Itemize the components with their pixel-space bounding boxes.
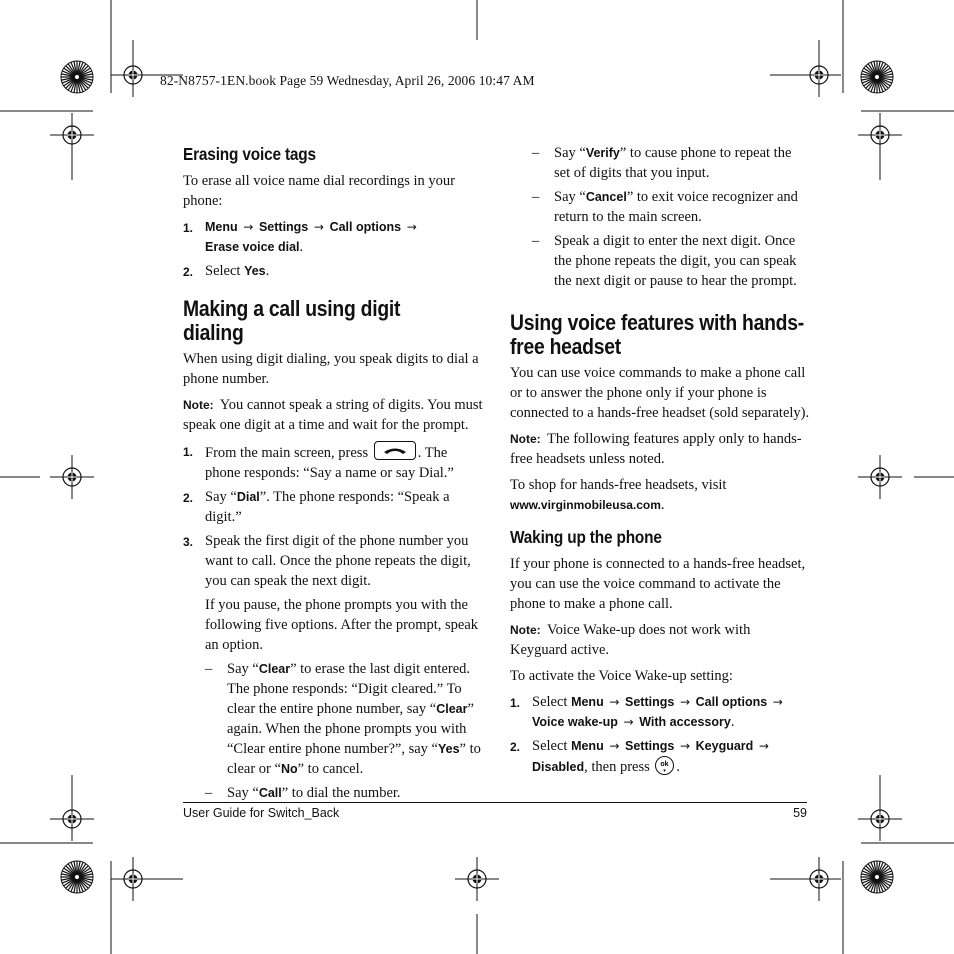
option-text: Say “ — [554, 145, 586, 161]
erasing-intro: To erase all voice name dial recordings in your phone: — [183, 173, 455, 209]
call-options-label: Call options — [695, 695, 768, 709]
note-text: You cannot speak a string of digits. You must speak one digit at a time and wait for the prompt. — [183, 397, 483, 433]
option-cancel — [532, 187, 810, 227]
voice-options — [205, 659, 483, 803]
hands-free-intro: You can use voice commands to make a phone call or to answer the phone only if your phone is connected to a hands-free headset (sold separately). — [510, 365, 810, 421]
activate-text: To activate the Voice Wake-up setting: — [510, 668, 733, 684]
dial-command: Dial — [236, 490, 260, 504]
erasing-steps — [183, 217, 483, 281]
arrow-icon: → — [243, 220, 254, 234]
step-number: 2. — [183, 491, 194, 505]
yes-command: Yes — [437, 742, 460, 756]
yes-label: Yes — [244, 264, 266, 278]
erasing-step-2 — [183, 261, 483, 281]
arrow-icon: → — [758, 739, 769, 753]
punctuation: . — [660, 497, 665, 513]
no-command: No — [280, 762, 298, 776]
footer-rule — [183, 802, 807, 803]
voice-options-continued — [532, 143, 810, 291]
shop-text — [510, 475, 810, 515]
website-link[interactable]: www.virginmobileusa.com — [510, 498, 661, 512]
footer-title: User Guide for Switch_Back — [183, 806, 340, 820]
option-clear — [205, 659, 483, 779]
option-call — [205, 783, 483, 803]
option-text: Say “ — [227, 661, 259, 677]
option-text: ” to erase the last digit entered. The phone responds: “Digit cleared.” To clear the entire phone number, say “ — [227, 661, 471, 717]
step-number: 1. — [183, 445, 194, 459]
step-number: 2. — [183, 265, 194, 279]
note-label: Note: — [510, 623, 541, 637]
heading-erasing-voice-tags: Erasing voice tags — [183, 144, 316, 164]
punctuation: . — [299, 239, 304, 255]
waking-note — [510, 620, 810, 660]
erasing-step-1 — [183, 217, 483, 257]
shop-pre: To shop for hands-free headsets, visit — [510, 477, 727, 493]
option-text: Say “ — [554, 189, 586, 205]
clear-command: Clear — [436, 702, 468, 716]
left-column — [183, 140, 483, 809]
option-text: ” to clear or “ — [227, 741, 481, 777]
settings-label: Settings — [258, 220, 309, 234]
step-number: 3. — [183, 535, 194, 549]
arrow-icon: → — [406, 220, 417, 234]
punctuation: . — [676, 759, 680, 775]
arrow-icon: → — [623, 715, 634, 729]
page-number: 59 — [793, 806, 807, 820]
step-text: Say “ — [205, 489, 237, 505]
phone-talk-key-icon — [374, 441, 416, 460]
digit-steps — [183, 441, 483, 803]
note-label: Note: — [183, 398, 214, 412]
dash-bullet: – — [205, 661, 213, 677]
disabled-label: Disabled — [532, 760, 585, 774]
step-number: 1. — [510, 696, 521, 710]
note-text: Voice Wake-up does not work with Keyguard active. — [510, 622, 751, 658]
call-options-label: Call options — [329, 220, 402, 234]
right-column — [510, 140, 810, 783]
pause-text: If you pause, the phone prompts you with the following five options. After the prompt, speak an option. — [205, 597, 479, 653]
menu-label: Menu — [571, 695, 604, 709]
arrow-icon: → — [313, 220, 324, 234]
menu-label: Menu — [205, 220, 238, 234]
heading-digit-dialing: Making a call using digit dialing — [183, 296, 401, 345]
arrow-icon: → — [772, 695, 783, 709]
dash-bullet: – — [532, 189, 540, 205]
settings-label: Settings — [625, 739, 675, 753]
hands-free-note — [510, 429, 810, 469]
digit-step-3 — [183, 531, 483, 803]
erase-voice-dial-label: Erase voice dial — [205, 240, 300, 254]
svg-text:ok: ok — [660, 761, 669, 768]
digit-intro: When using digit dialing, you speak digits to dial a phone number. — [183, 351, 479, 387]
option-text: ” to cancel. — [297, 761, 364, 777]
waking-steps — [510, 692, 810, 777]
step-text: Select — [532, 738, 572, 754]
voice-wake-up-label: Voice wake-up — [532, 715, 618, 729]
menu-label: Menu — [571, 739, 604, 753]
step-text: . The phone responds: “Say a name or say Dial.” — [205, 445, 454, 481]
arrow-icon: → — [609, 695, 620, 709]
dash-bullet: – — [205, 785, 213, 801]
option-text: ” to dial the number. — [281, 785, 401, 801]
step-number: 1. — [183, 221, 194, 235]
svg-text:▾: ▾ — [663, 768, 667, 774]
heading-waking-up: Waking up the phone — [510, 527, 662, 547]
settings-label: Settings — [625, 695, 675, 709]
step-text: Select — [532, 694, 572, 710]
digit-step-1 — [183, 441, 483, 483]
waking-step-1 — [510, 692, 810, 732]
cancel-command: Cancel — [585, 190, 627, 204]
step-text: Speak the first digit of the phone number you want to call. Once the phone repeats the digit, you can speak the next digit. — [205, 533, 471, 589]
with-accessory-label: With accessory — [639, 715, 731, 729]
heading-hands-free: Using voice features with hands-free headset — [510, 310, 804, 359]
punctuation: . — [730, 714, 735, 730]
arrow-icon: → — [609, 739, 620, 753]
arrow-icon: → — [679, 695, 691, 709]
dash-bullet: – — [532, 145, 540, 161]
note-label: Note: — [510, 432, 541, 446]
option-text: Speak a digit to enter the next digit. Once the phone repeats the digit, you can speak the next digit or pause to hear the prompt. — [554, 233, 797, 289]
step-text: ”. The phone responds: “Speak a digit.” — [205, 489, 450, 525]
ok-key-icon — [655, 756, 674, 775]
option-text: ” to cause phone to repeat the set of digits that you input. — [554, 145, 792, 181]
punctuation: . — [265, 263, 270, 279]
option-text: ” again. When the phone prompts you with “Clear entire phone number?”, say “ — [227, 701, 474, 757]
call-command: Call — [258, 786, 282, 800]
option-text: Say “ — [227, 785, 259, 801]
note-text: The following features apply only to hands-free headsets unless noted. — [510, 431, 802, 467]
arrow-icon: → — [679, 739, 691, 753]
step-text: Select — [205, 263, 245, 279]
print-slug: 82-N8757-1EN.book Page 59 Wednesday, April 26, 2006 10:47 AM — [160, 73, 535, 88]
waking-intro: If your phone is connected to a hands-free headset, you can use the voice command to activate the phone to make a phone call. — [510, 556, 806, 612]
step-number: 2. — [510, 740, 521, 754]
option-verify — [532, 143, 810, 183]
verify-command: Verify — [585, 146, 620, 160]
dash-bullet: – — [532, 233, 540, 249]
option-text: ” to exit voice recognizer and return to the main screen. — [554, 189, 798, 225]
digit-step-2 — [183, 487, 483, 527]
waking-step-2 — [510, 736, 810, 777]
step-text: , then press — [584, 759, 654, 775]
clear-command: Clear — [258, 662, 291, 676]
keyguard-label: Keyguard — [695, 739, 754, 753]
digit-note — [183, 395, 483, 435]
option-speak-digit — [532, 231, 810, 291]
step-text: From the main screen, press — [205, 445, 372, 461]
